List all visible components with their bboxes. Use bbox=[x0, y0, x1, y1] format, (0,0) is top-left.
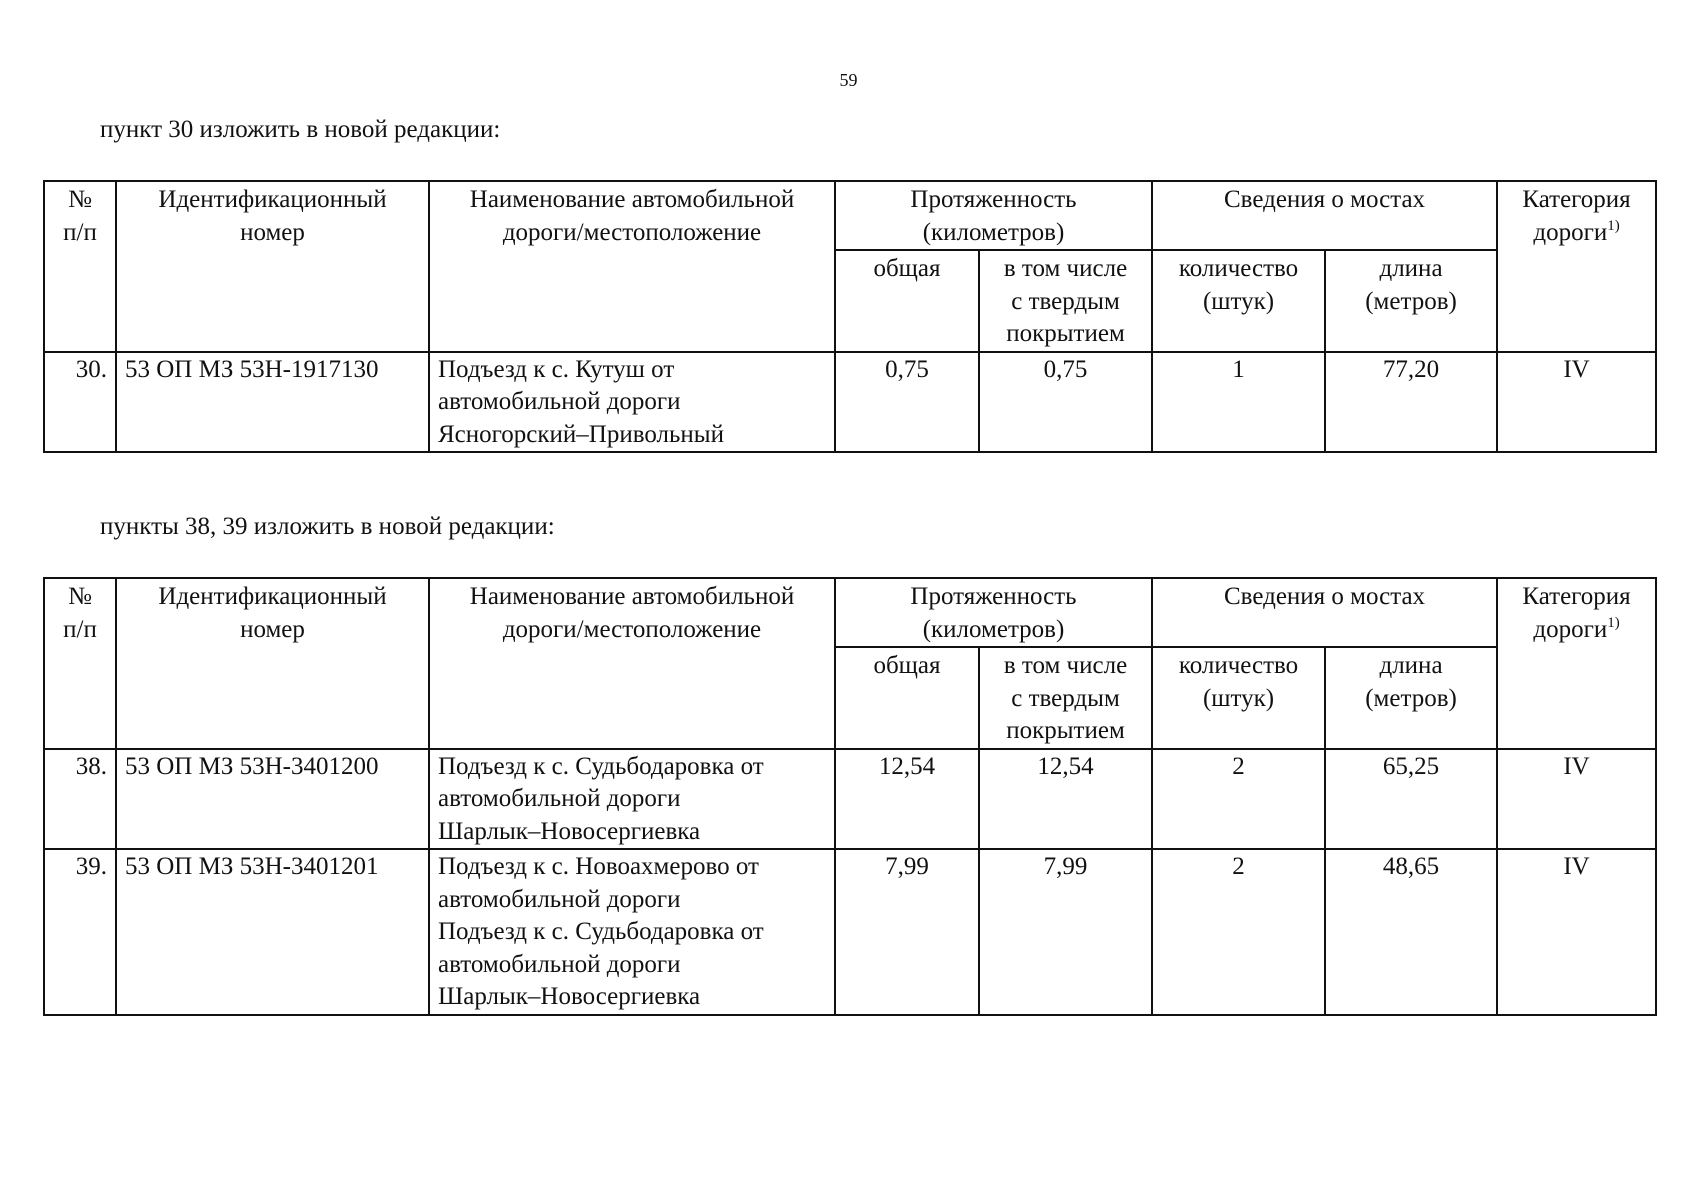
road-table-1 bbox=[43, 180, 1657, 453]
table-row bbox=[44, 849, 1656, 1015]
header-length-paved: в том числе с твердым покрытием bbox=[979, 250, 1152, 352]
header-id: Идентификационный номер bbox=[116, 181, 429, 352]
header-number: № п/п bbox=[44, 181, 116, 352]
row-number: 39. bbox=[44, 849, 116, 1015]
header-category: Категория дороги$^{1)}$ bbox=[1497, 181, 1656, 352]
row-bridges-count: 2 bbox=[1152, 749, 1325, 850]
header-bridges-count: количество (штук) bbox=[1152, 647, 1325, 749]
row-road-name: Подъезд к с. Судьбодаровка от автомобильной дороги Шарлык–Новосергиевка bbox=[429, 749, 835, 850]
row-length-paved: 12,54 bbox=[979, 749, 1152, 850]
header-bridges-length: длина (метров) bbox=[1325, 647, 1497, 749]
row-length-total: 7,99 bbox=[835, 849, 979, 1015]
header-length-paved: в том числе с твердым покрытием bbox=[979, 647, 1152, 749]
table-row bbox=[44, 352, 1656, 453]
row-id: 53 ОП МЗ 53Н-3401200 bbox=[116, 749, 429, 850]
row-number: 30. bbox=[44, 352, 116, 453]
row-road-name: Подъезд к с. Кутуш от автомобильной дороги Ясногорский–Привольный bbox=[429, 352, 835, 453]
row-number: 38. bbox=[44, 749, 116, 850]
row-category: IV bbox=[1497, 849, 1656, 1015]
row-category: IV bbox=[1497, 352, 1656, 453]
section-2-intro: пункты 38, 39 изложить в новой редакции: bbox=[100, 513, 555, 540]
header-bridges-length: длина (метров) bbox=[1325, 250, 1497, 352]
header-number: № п/п bbox=[44, 578, 116, 749]
header-length-total: общая bbox=[835, 250, 979, 352]
road-table-2 bbox=[43, 577, 1657, 1016]
row-bridges-length: 65,25 bbox=[1325, 749, 1497, 850]
row-id: 53 ОП МЗ 53Н-3401201 bbox=[116, 849, 429, 1015]
header-id: Идентификационный номер bbox=[116, 578, 429, 749]
section-1-intro: пункт 30 изложить в новой редакции: bbox=[100, 116, 501, 143]
row-bridges-count: 2 bbox=[1152, 849, 1325, 1015]
header-length-total: общая bbox=[835, 647, 979, 749]
row-length-total: 12,54 bbox=[835, 749, 979, 850]
row-category: IV bbox=[1497, 749, 1656, 850]
page-number: 59 bbox=[839, 70, 858, 90]
row-id: 53 ОП МЗ 53Н-1917130 bbox=[116, 352, 429, 453]
row-length-paved: 0,75 bbox=[979, 352, 1152, 453]
header-bridges-count: количество (штук) bbox=[1152, 250, 1325, 352]
header-road-name: Наименование автомобильной дороги/местоположение bbox=[429, 578, 835, 749]
header-length: Протяженность (километров) bbox=[835, 578, 1152, 647]
row-road-name: Подъезд к с. Новоахмерово от автомобильной дороги Подъезд к с. Судьбодаровка от автомобильной дороги Шарлык–Новосергиевка bbox=[429, 849, 835, 1015]
header-bridges: Сведения о мостах bbox=[1152, 181, 1497, 250]
row-length-total: 0,75 bbox=[835, 352, 979, 453]
header-category: Категория дороги$^{1)}$ bbox=[1497, 578, 1656, 749]
row-bridges-count: 1 bbox=[1152, 352, 1325, 453]
header-road-name: Наименование автомобильной дороги/местоположение bbox=[429, 181, 835, 352]
row-bridges-length: 48,65 bbox=[1325, 849, 1497, 1015]
row-length-paved: 7,99 bbox=[979, 849, 1152, 1015]
header-bridges: Сведения о мостах bbox=[1152, 578, 1497, 647]
table-row bbox=[44, 749, 1656, 850]
header-length: Протяженность (километров) bbox=[835, 181, 1152, 250]
row-bridges-length: 77,20 bbox=[1325, 352, 1497, 453]
